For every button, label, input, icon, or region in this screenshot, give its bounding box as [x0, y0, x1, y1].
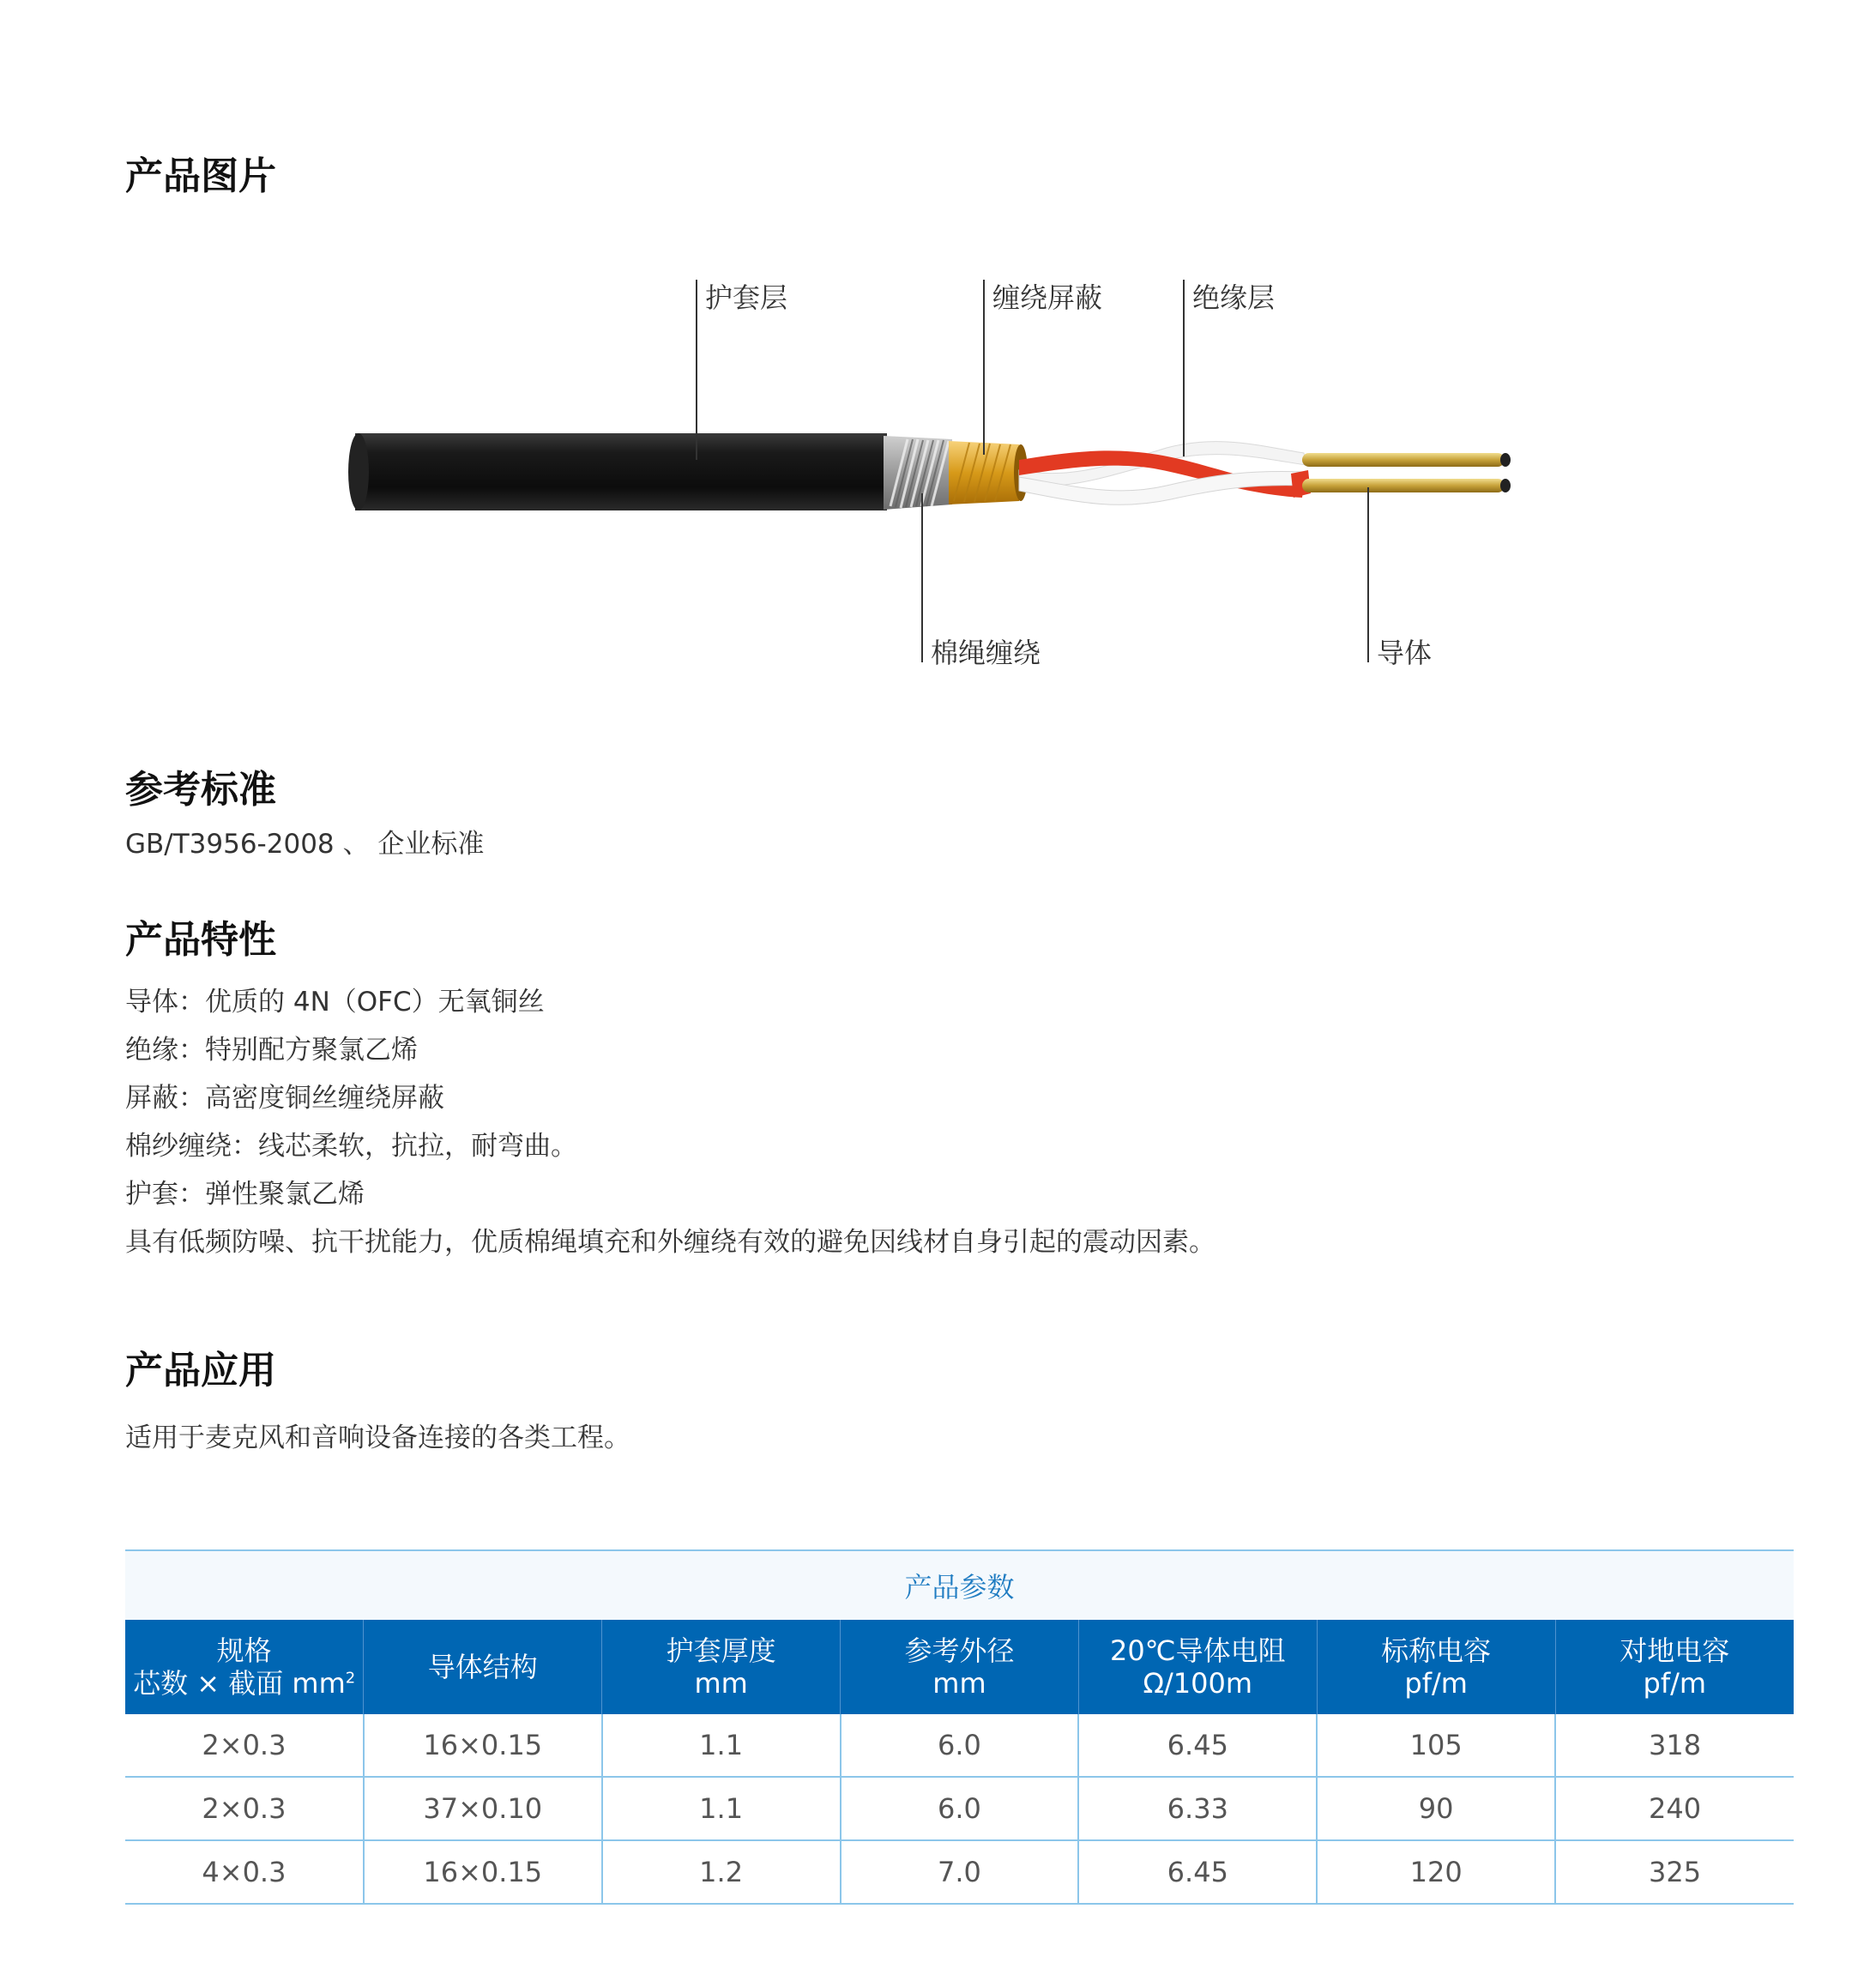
feature-item: 护套：弹性聚氯乙烯	[125, 1179, 365, 1210]
section-title-product-image: 产品图片	[125, 154, 276, 198]
table-caption: 产品参数	[125, 1550, 1794, 1620]
feature-item: 棉纱缠绕：线芯柔软，抗拉，耐弯曲。	[125, 1131, 577, 1162]
header-resistance-unit: Ω/100m	[1143, 1667, 1253, 1700]
header-spec-superscript: 2	[345, 1669, 356, 1688]
cotton-wrap-part	[884, 436, 952, 510]
header-sheath-thickness-line1: 护套厚度	[666, 1634, 776, 1667]
table-cell: 37×0.10	[364, 1777, 602, 1840]
feature-item: 具有低频防噪、抗干扰能力，优质棉绳填充和外缠绕有效的避免因线材自身引起的震动因素。	[125, 1227, 1215, 1258]
table-cell: 4×0.3	[125, 1840, 364, 1904]
header-outer-diameter-unit: mm	[932, 1667, 986, 1700]
cable-diagram	[0, 0, 1876, 704]
header-spec	[125, 1620, 364, 1714]
label-insulation: 绝缘层	[1192, 281, 1276, 314]
table-row	[125, 1777, 1794, 1840]
feature-item: 屏蔽：高密度铜丝缠绕屏蔽	[125, 1083, 444, 1114]
section-title-standard: 参考标准	[125, 768, 276, 812]
header-nominal-capacitance	[1317, 1620, 1555, 1714]
table-cell: 120	[1317, 1840, 1555, 1904]
header-spec-line2-text: 芯数 × 截面 mm	[133, 1667, 346, 1700]
header-ground-capacitance	[1555, 1620, 1794, 1714]
header-nominal-capacitance-unit: pf/m	[1404, 1667, 1468, 1700]
header-nominal-capacitance-line1: 标称电容	[1381, 1634, 1492, 1667]
header-ground-capacitance-unit: pf/m	[1643, 1667, 1707, 1700]
table-cell: 1.1	[602, 1714, 841, 1777]
header-conductor-structure	[364, 1620, 602, 1714]
table-cell: 90	[1317, 1777, 1555, 1840]
table-cell: 6.45	[1078, 1714, 1317, 1777]
table-cell: 318	[1555, 1714, 1794, 1777]
standard-text: GB/T3956-2008 、 企业标准	[125, 829, 485, 860]
header-resistance	[1078, 1620, 1317, 1714]
features-list	[125, 978, 1215, 1266]
parameters-table	[125, 1549, 1794, 1905]
header-sheath-thickness	[602, 1620, 841, 1714]
table-cell: 325	[1555, 1840, 1794, 1904]
header-outer-diameter-line1: 参考外径	[904, 1634, 1015, 1667]
table-row	[125, 1840, 1794, 1904]
table-row	[125, 1714, 1794, 1777]
feature-item: 导体：优质的 4N（OFC）无氧铜丝	[125, 987, 545, 1018]
sheath-part	[348, 433, 896, 510]
table-cell: 2×0.3	[125, 1714, 364, 1777]
table-cell: 6.33	[1078, 1777, 1317, 1840]
table-cell: 6.0	[841, 1777, 1079, 1840]
table-cell: 240	[1555, 1777, 1794, 1840]
table-cell: 6.0	[841, 1714, 1079, 1777]
table-cell: 2×0.3	[125, 1777, 364, 1840]
table-cell: 16×0.15	[364, 1840, 602, 1904]
application-text: 适用于麦克风和音响设备连接的各类工程。	[125, 1422, 630, 1453]
conductor-part	[1302, 453, 1511, 492]
header-outer-diameter	[841, 1620, 1079, 1714]
insulation-pair-part	[1019, 442, 1311, 505]
table-cell: 1.1	[602, 1777, 841, 1840]
header-conductor-structure-line1: 导体结构	[427, 1651, 538, 1683]
label-cotton-wrap: 棉绳缠绕	[931, 637, 1041, 669]
table-cell: 105	[1317, 1714, 1555, 1777]
label-shield: 缠绕屏蔽	[992, 281, 1103, 314]
table-header-row	[125, 1620, 1794, 1714]
label-conductor: 导体	[1377, 637, 1433, 669]
shield-part	[949, 441, 1028, 504]
feature-item: 绝缘：特别配方聚氯乙烯	[125, 1035, 418, 1066]
section-title-features: 产品特性	[125, 918, 276, 962]
table-cell: 16×0.15	[364, 1714, 602, 1777]
label-sheath: 护套层	[705, 281, 788, 314]
header-spec-line2	[130, 1667, 358, 1700]
section-title-application: 产品应用	[125, 1349, 276, 1392]
table-cell: 6.45	[1078, 1840, 1317, 1904]
header-spec-line1: 规格	[216, 1634, 272, 1667]
header-ground-capacitance-line1: 对地电容	[1620, 1634, 1730, 1667]
table-cell: 1.2	[602, 1840, 841, 1904]
table-cell: 7.0	[841, 1840, 1079, 1904]
header-sheath-thickness-unit: mm	[694, 1667, 748, 1700]
header-resistance-line1: 20℃导体电阻	[1109, 1634, 1286, 1667]
